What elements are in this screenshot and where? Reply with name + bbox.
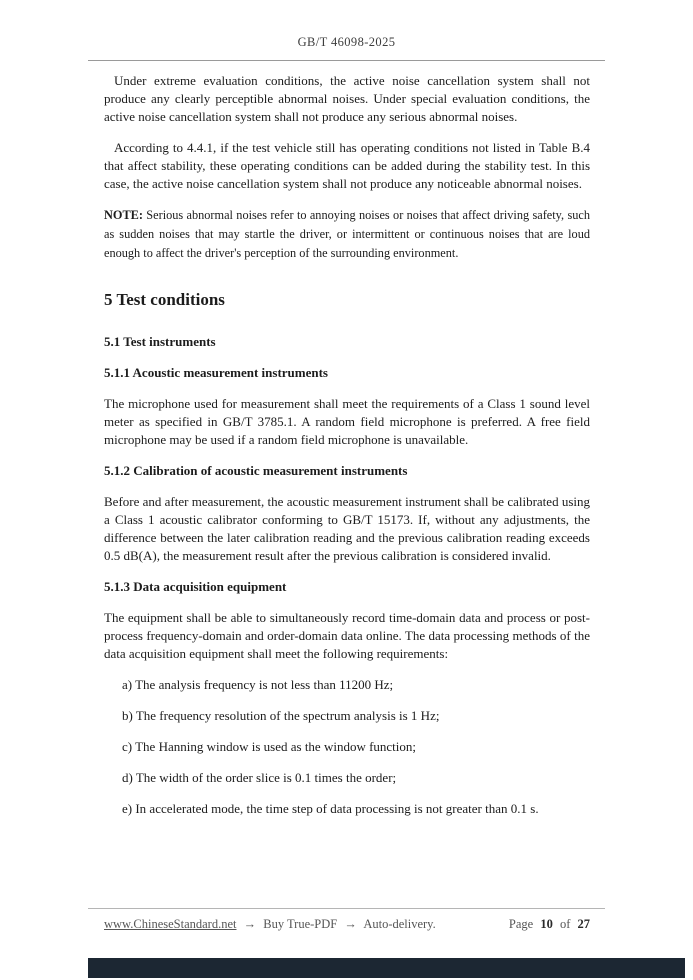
arrow-icon: →: [344, 917, 357, 931]
note-text: Serious abnormal noises refer to annoying noises or noises that affect driving safety, such as sudden noises that may startle the driver, or intermittent or continuous noises that are loud enough to affect the driver's perception of the surrounding environment.: [104, 208, 590, 260]
requirements-list: [104, 676, 590, 818]
page-current: 10: [540, 917, 553, 931]
list-item-a: a) The analysis frequency is not less than 11200 Hz;: [122, 677, 394, 693]
list-item-d: d) The width of the order slice is 0.1 times the order;: [122, 770, 397, 786]
heading-acoustic-measurement-instruments: 5.1.1 Acoustic measurement instruments: [104, 365, 328, 381]
note-label: NOTE:: [104, 208, 143, 222]
paragraph-microphone: The microphone used for measurement shall meet the requirements of a Class 1 sound level meter as specified in GB/T 3785.1. A random field microphone is preferred. A free field microphone may be used if a random field microphone is unavailable.: [104, 396, 590, 448]
list-item-c: c) The Hanning window is used as the window function;: [122, 739, 417, 755]
page-total: 27: [577, 917, 590, 931]
page-footer: [104, 917, 590, 932]
heading-data-acquisition: 5.1.3 Data acquisition equipment: [104, 579, 287, 595]
buy-pdf-label: Buy True-PDF: [263, 917, 338, 931]
arrow-icon: →: [243, 917, 257, 931]
document-content: [104, 72, 590, 831]
heading-test-conditions: 5 Test conditions: [104, 290, 225, 310]
list-item-e: e) In accelerated mode, the time step of data processing is not greater than 0.1 s.: [122, 801, 539, 817]
footer-divider: [88, 908, 605, 909]
auto-delivery-label: Auto-delivery.: [363, 917, 436, 931]
paragraph-extreme-conditions: Under extreme evaluation conditions, the active noise cancellation system shall not produce any clearly perceptible abnormal noises. Under special evaluation conditions, the active noise cancellation system shall not produce any serious abnormal noises.: [104, 73, 590, 124]
bottom-bar: [88, 958, 685, 978]
page-header: [88, 0, 605, 61]
doc-number: GB/T 46098-2025: [297, 35, 396, 49]
note-paragraph: [104, 206, 590, 262]
of-label: of: [559, 917, 571, 931]
footer-info: [104, 917, 436, 932]
heading-test-instruments: 5.1 Test instruments: [104, 334, 216, 350]
page-number: [509, 917, 590, 932]
paragraph-stability-test: According to 4.4.1, if the test vehicle still has operating conditions not listed in Table B.4 that affect stability, these operating conditions can be added during the stability test. In this case, the active noise cancellation system shall not produce any noticeable abnormal noises.: [104, 140, 590, 191]
site-link[interactable]: www.ChineseStandard.net: [104, 917, 237, 931]
paragraph-equipment: The equipment shall be able to simultaneously record time-domain data and process or post-process frequency-domain and order-domain data online. The data processing methods of the data acquisition equipment shall meet the following requirements:: [104, 610, 590, 662]
list-item-b: b) The frequency resolution of the spectrum analysis is 1 Hz;: [122, 708, 440, 724]
paragraph-calibration: Before and after measurement, the acoustic measurement instrument shall be calibrated using a Class 1 acoustic calibrator conforming to GB/T 15173. If, without any adjustments, the difference between the later calibration reading and the previous calibration reading exceeds 0.5 dB(A), the measurement result after the previous calibration is considered invalid.: [104, 494, 590, 564]
heading-calibration: 5.1.2 Calibration of acoustic measurement instruments: [104, 463, 408, 479]
page-label: Page: [508, 917, 534, 931]
